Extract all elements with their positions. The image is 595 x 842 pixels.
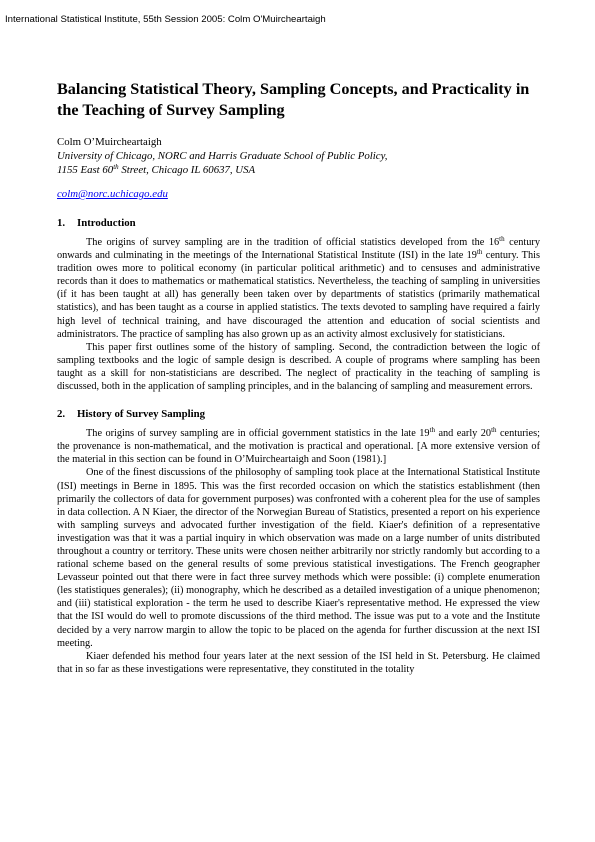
author-name: Colm O’Muircheartaigh	[57, 136, 162, 148]
text-run: This paper first outlines some of the history of sampling. Second, the contradiction between the logic of sampling textbooks and the logic of sample design is described. A couple of programs where sampling has been taught as a skill for non-statisticians are described. The neglect of practicality in the teaching of sampling is discussed, both in the application of sampling principles, and in the balancing of sampling and measurement errors.	[57, 341, 540, 393]
section-heading-history	[57, 407, 540, 421]
affiliation-line-1: University of Chicago, NORC and Harris Graduate School of Public Policy,	[57, 150, 388, 162]
text-run: The origins of survey sampling are in the tradition of official statistics developed from the 16	[86, 237, 500, 248]
text-run: One of the finest discussions of the philosophy of sampling took place at the International Statistical Institute (ISI) meetings in Berne in 1895. This was the first recorded occasion on which the statistics establishment (then primarily the collectors of data for government purposes) was confronted with a coherent plea for the use of samples in data collection. A N Kiaer, the director of the Norwegian Bureau of Statistics, presented a report on his experience with sampling surveys and advocated further investigation of the field. Kiaer's definition of a representative investigation was that it was a partial inquiry in which observation was made on a large number of units distributed throughout a country or territory. These units were chosen neither arbitrarily nor strictly randomly but according to a rational scheme based on the general results of some previous statistical investigations. The French geographer Levasseur pointed out that there were in fact three survey methods which were possible: (i) complete enumeration (les statistiques generales); (ii) monography, which he described as a detailed investigation of a unique phenomenon; and (iii) statistical exploration - the term he used to describe Kiaer's representative method. He expressed the view that the ISI would do well to promote discussions of the third method. The issue was put to a vote and the Institute decided by a very narrow margin to allow the topic to be placed on the agenda for further discussion at the next ISI meeting.	[57, 467, 540, 649]
section-title: History of Survey Sampling	[77, 408, 206, 421]
history-paragraph-3	[57, 650, 540, 676]
superscript: th	[476, 248, 483, 257]
paper-body	[57, 79, 540, 676]
history-paragraph-2	[57, 466, 540, 649]
intro-paragraph-1	[57, 236, 540, 341]
section-heading-introduction	[57, 216, 540, 230]
intro-paragraph-2	[57, 341, 540, 393]
text-run: The origins of survey sampling are in official government statistics in the late 19	[86, 428, 430, 440]
paper-title: Balancing Statistical Theory, Sampling Concepts, and Practicality in the Teaching of Survey Sampling	[57, 80, 530, 119]
section-title: Introduction	[77, 217, 136, 229]
section-number: 2.	[57, 408, 66, 421]
section-number: 1.	[57, 217, 66, 229]
text-run: centuries; the provenance is non-mathematical, and the motivation is practical and operational. [A more extensive version of the material in this section can be found in O’Muircheartaigh and Soon (1981).]	[57, 428, 540, 466]
affiliation-line-2	[57, 163, 540, 177]
superscript: th	[499, 235, 505, 243]
affiliation-superscript: th	[113, 163, 119, 171]
text-run: century onwards and culminating in the meetings of the International Statistical Institute (ISI) in the late 19	[57, 237, 540, 262]
affiliation-address-start: 1155 East 60	[57, 164, 114, 176]
text-run: Kiaer defended his method four years later at the next session of the ISI held in St. Petersburg. He claimed that in so far as these investigations were representative, they constituted in the totality	[57, 650, 540, 675]
author-email-link[interactable]: colm@norc.uchicago.edu	[57, 188, 168, 200]
running-header: International Statistical Institute, 55th Session 2005: Colm O'Muircheartaigh	[5, 14, 326, 25]
superscript: th	[429, 426, 436, 435]
affiliation-address-end: Street, Chicago IL 60637, USA	[118, 164, 256, 176]
text-run: and early 20	[435, 428, 492, 440]
superscript: th	[491, 426, 497, 435]
history-paragraph-1	[57, 427, 540, 466]
text-run: century. This tradition owes more to political economy (in particular political arithmetic) and to censuses and administrative records than it does to mathematics or mathematical statistics. Nevertheless, the teaching of sampling in universities (if it has been taught at all) has generally been taken over by departments of statistics (primarily mathematical statistics), and has been taught as a course in applied statistics. The texts devoted to sampling have required a fairly high level of technical training, and have discouraged the attention and education of social scientists and administrators. The practice of sampling has also grown up as an activity almost exclusively for statisticians.	[57, 250, 540, 340]
